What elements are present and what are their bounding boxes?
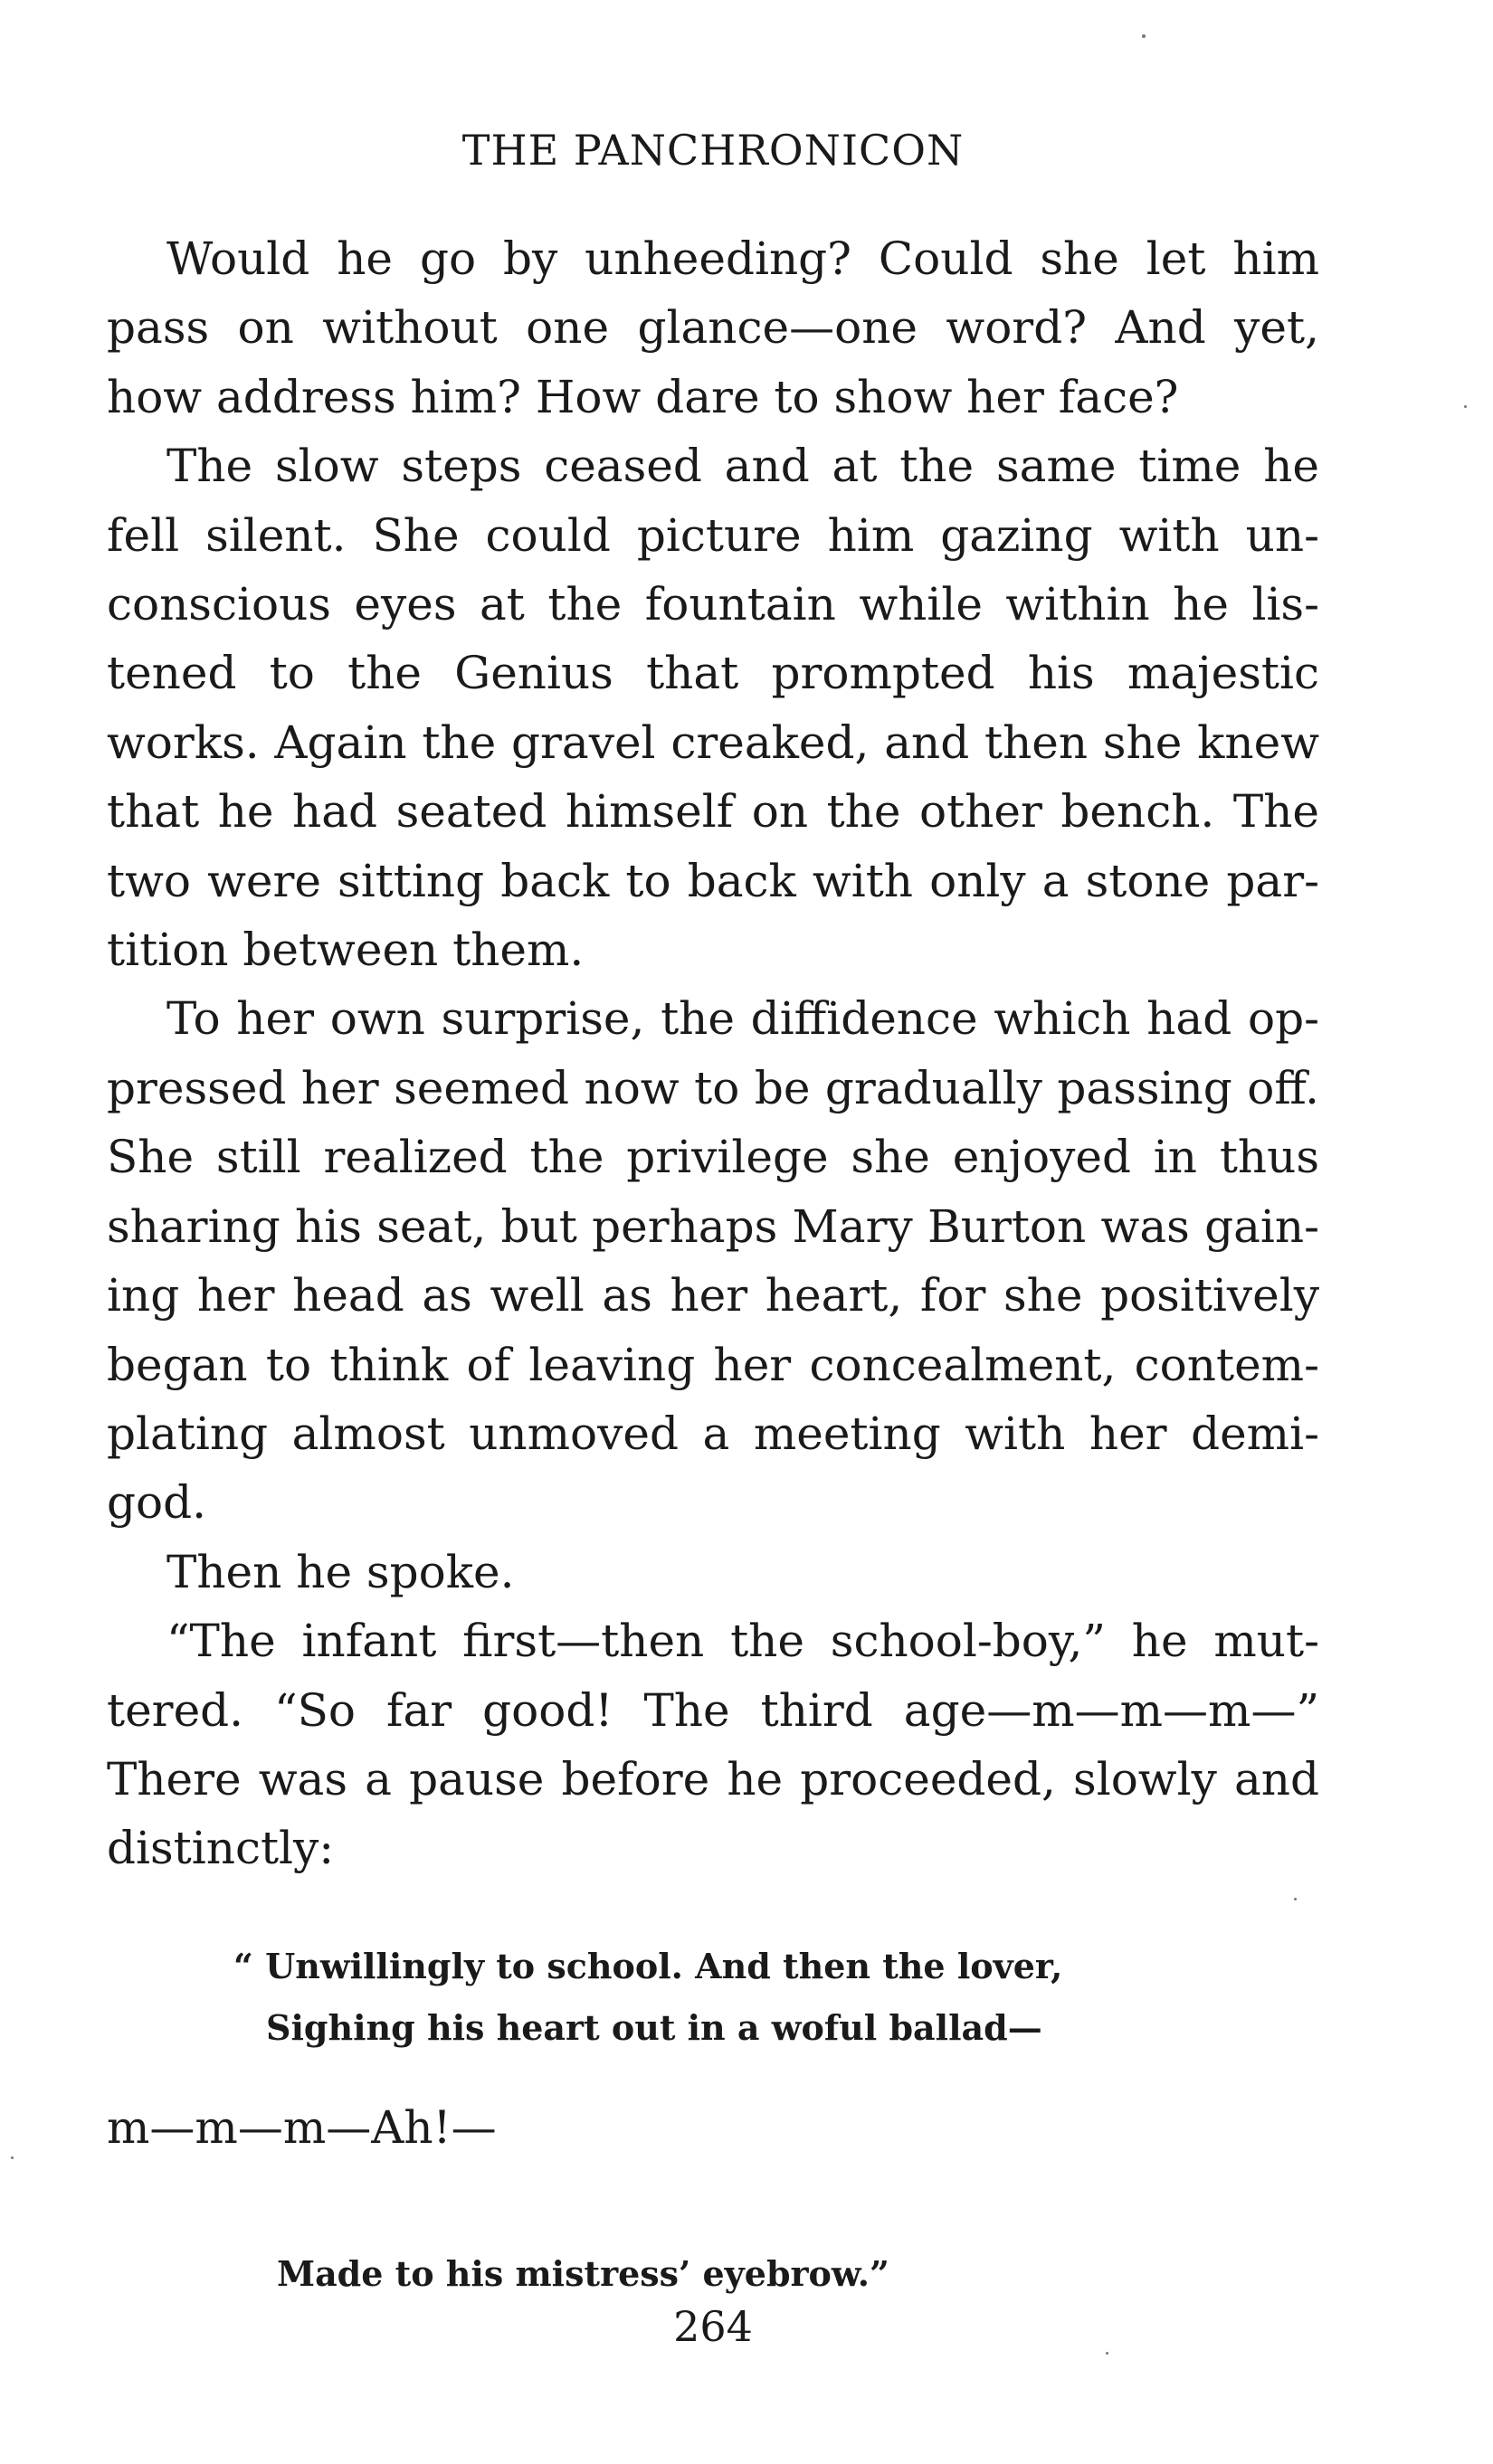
verse-quote: [233, 1936, 1229, 2059]
verse-line-2: Sighing his heart out in a woful ballad—: [266, 2007, 1042, 2048]
paper-speck: [1294, 1898, 1297, 1900]
body-text: [107, 224, 1319, 1883]
page-number: 264: [673, 2302, 753, 2351]
paper-speck: [1464, 405, 1467, 408]
paragraph-1: Would he go by unheeding? Could she let him pass on without one glance—one word? And yet, how address him? How dare to show her face?: [107, 232, 1319, 423]
running-head: THE PANCHRONICON: [461, 126, 965, 175]
verse-line-3: Made to his mistress’ eyebrow.”: [277, 2253, 889, 2294]
book-page: [107, 0, 1319, 2464]
paper-speck: [1142, 34, 1146, 38]
paper-speck: [1106, 2352, 1108, 2355]
paragraph-3: To her own surprise, the diffidence which had oppressed her seemed now to be gradually passing off. She still realized the privilege she enjoyed in thus sharing his seat, but perhaps Mary Burton was gaining her head as well as her heart, for she positively began to think of leaving her concealment, contemplating almost unmoved a meeting with her demigod.: [107, 992, 1319, 1530]
interjection-line: m—m—m—Ah!—: [107, 2101, 497, 2154]
paragraph-5: “The infant first—then the school-boy,” he muttered. “So far good! The third age—m—m—m—” There was a pause before he proceeded, slowly and distinctly:: [107, 1615, 1319, 1875]
paragraph-4: Then he spoke.: [166, 1545, 515, 1598]
verse-line-1: “ Unwillingly to school. And then the lover,: [233, 1946, 1063, 1986]
paper-speck: [11, 2156, 14, 2159]
paragraph-2: The slow steps ceased and at the same time he fell silent. She could picture him gazing with unconscious eyes at the fountain while within he listened to the Genius that prompted his majestic works. Again the gravel creaked, and then she knew that he had seated himself on the other bench. The two were sitting back to back with only a stone partition between them.: [107, 440, 1319, 977]
